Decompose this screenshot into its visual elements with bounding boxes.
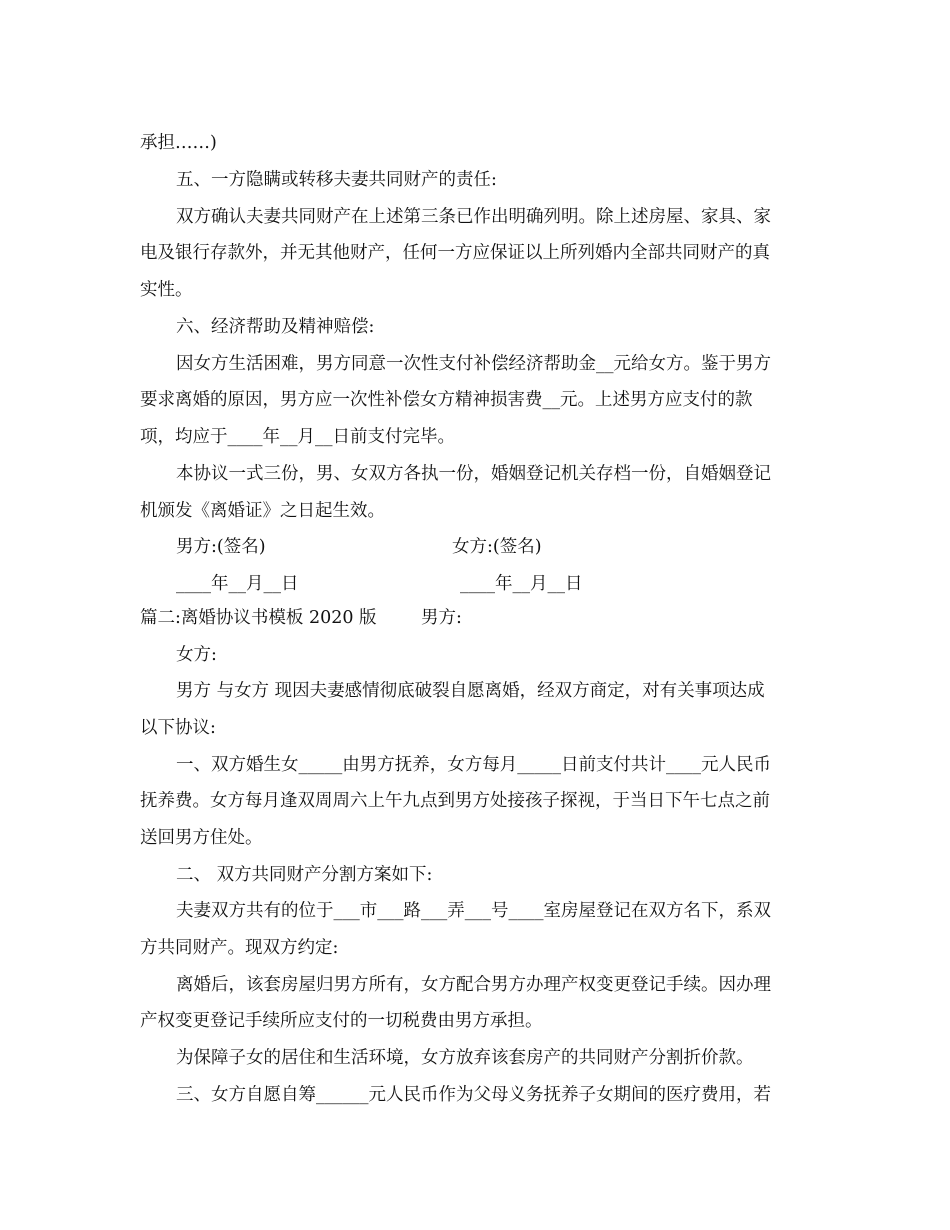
text-line: 为保障子女的居住和生活环境，女方放弃该套房产的共同财产分割折价款。 <box>176 1048 754 1068</box>
text-line: 本协议一式三份，男、女双方各执一份，婚姻登记机关存档一份，自婚姻登记 <box>176 464 771 484</box>
female-signature-label: 女方:(签名) <box>452 537 542 557</box>
section-heading: 三、女方自愿自筹______元人民币作为父母义务抚养子女期间的医疗费用，若 <box>176 1085 771 1105</box>
text-line: 夫妻双方共有的位于___市___路___弄___号____室房屋登记在双方名下，系双 <box>176 901 771 921</box>
text-line: 抚养费。女方每月逢双周周六上午九点到男方处接孩子探视，于当日下午七点之前 <box>140 791 770 811</box>
text-line: 双方确认夫妻共同财产在上述第三条已作出明确列明。除上述房屋、家具、家 <box>176 207 771 227</box>
text-line: 电及银行存款外，并无其他财产，任何一方应保证以上所列婚内全部共同财产的真 <box>140 243 770 263</box>
text-line: 女方: <box>176 645 217 665</box>
text-line: 项，均应于____年__月__日前支付完毕。 <box>140 427 455 447</box>
section-heading: 六、经济帮助及精神赔偿: <box>176 317 375 337</box>
section-heading: 一、双方婚生女_____由男方抚养，女方每月_____日前支付共计____元人民币 <box>176 755 771 775</box>
text-line: 因女方生活困难，男方同意一次性支付补偿经济帮助金__元给女方。鉴于男方 <box>176 354 771 374</box>
text-line: 产权变更登记手续所应支付的一切税费由男方承担。 <box>140 1011 543 1031</box>
text-line: 机颁发《离婚证》之日起生效。 <box>140 501 385 521</box>
text-line: 承担……) <box>140 133 217 153</box>
female-date-line: ____年__月__日 <box>460 574 583 594</box>
text-line: 方共同财产。现双方约定: <box>140 938 339 958</box>
text-line: 送回男方住处。 <box>140 828 263 848</box>
section-heading: 五、一方隐瞒或转移夫妻共同财产的责任: <box>176 170 497 190</box>
text-line: 以下协议: <box>140 718 216 738</box>
chapter-heading: 篇二:离婚协议书模板 2020 版 男方: <box>140 608 462 628</box>
male-signature-label: 男方:(签名) <box>176 537 266 557</box>
text-line: 要求离婚的原因，男方应一次性补偿女方精神损害费__元。上述男方应支付的款 <box>140 390 753 410</box>
text-line: 实性。 <box>140 280 193 300</box>
text-line: 男方 与女方 现因夫妻感情彻底破裂自愿离婚，经双方商定，对有关事项达成 <box>176 681 765 701</box>
text-line: 离婚后，该套房屋归男方所有，女方配合男方办理产权变更登记手续。因办理 <box>176 975 771 995</box>
male-date-line: ____年__月__日 <box>176 574 299 594</box>
section-heading: 二、 双方共同财产分割方案如下: <box>176 865 433 885</box>
